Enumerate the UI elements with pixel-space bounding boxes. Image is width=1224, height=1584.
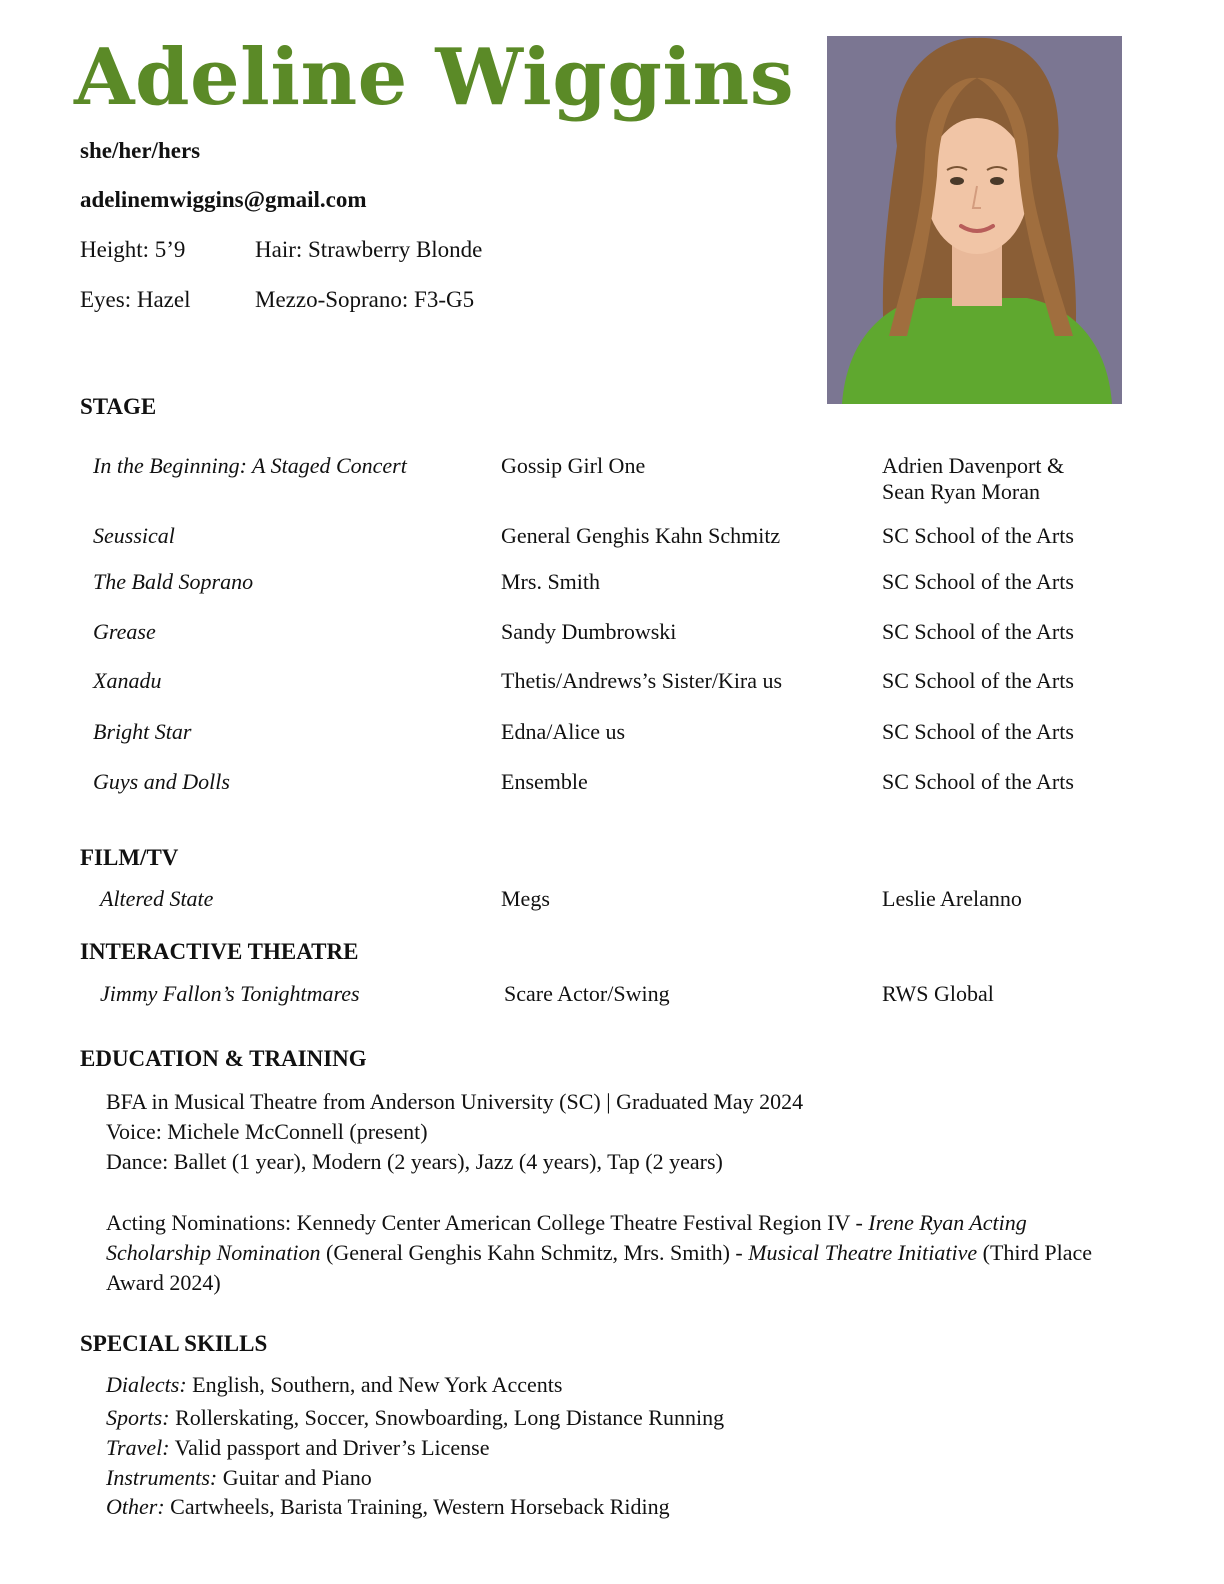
section-heading-film-tv: FILM/TV — [80, 845, 179, 870]
credit-company: SC School of the Arts — [882, 769, 1074, 794]
credit-company: RWS Global — [882, 981, 994, 1006]
section-heading-interactive-theatre: INTERACTIVE THEATRE — [80, 939, 359, 964]
credit-role: Sandy Dumbrowski — [501, 619, 677, 644]
credit-company: SC School of the Arts — [882, 619, 1074, 644]
skill-item — [106, 1435, 490, 1461]
nominations-lead: Acting Nominations: Kennedy Center American College Theatre Festival Region IV - — [106, 1210, 869, 1235]
credit-title: Seussical — [93, 523, 175, 548]
hair-stat: Hair: Strawberry Blonde — [255, 237, 483, 262]
credit-company-line2: Sean Ryan Moran — [882, 479, 1040, 504]
nomination-award-1: Irene Ryan Acting Scholarship Nomination — [106, 1210, 1027, 1265]
skill-label: Sports: — [106, 1405, 170, 1430]
credit-company: Leslie Arelanno — [882, 886, 1022, 911]
actor-name: Adeline Wiggins — [74, 32, 795, 123]
credit-title: Bright Star — [93, 719, 192, 744]
education-list — [106, 1087, 803, 1177]
credit-title: Jimmy Fallon’s Tonightmares — [100, 981, 360, 1006]
skill-item — [106, 1372, 562, 1398]
credit-company: SC School of the Arts — [882, 719, 1074, 744]
credit-role: Thetis/Andrews’s Sister/Kira us — [501, 668, 783, 693]
credit-role: Gossip Girl One — [501, 453, 646, 478]
skill-item — [106, 1494, 670, 1520]
skill-label: Other: — [106, 1494, 165, 1519]
section-heading-special-skills: SPECIAL SKILLS — [80, 1331, 268, 1356]
email-address: adelinemwiggins@gmail.com — [80, 187, 367, 212]
skill-value: English, Southern, and New York Accents — [186, 1372, 563, 1397]
education-line: Voice: Michele McConnell (present) — [106, 1119, 428, 1144]
education-line: BFA in Musical Theatre from Anderson University (SC) | Graduated May 2024 — [106, 1089, 804, 1114]
credit-company: Adrien Davenport & — [882, 453, 1065, 478]
credit-title: Altered State — [100, 886, 214, 911]
pronouns: she/her/hers — [80, 138, 201, 163]
height-stat: Height: 5’9 — [80, 237, 186, 262]
skill-value: Cartwheels, Barista Training, Western Horseback Riding — [164, 1494, 670, 1519]
credit-title: Guys and Dolls — [93, 769, 230, 794]
credit-role: Megs — [501, 886, 550, 911]
skill-value: Valid passport and Driver’s License — [169, 1435, 490, 1460]
skill-label: Travel: — [106, 1435, 170, 1460]
headshot-illustration — [827, 36, 1122, 404]
headshot-photo — [827, 36, 1122, 404]
section-heading-stage: STAGE — [80, 394, 157, 419]
skill-label: Dialects: — [106, 1372, 187, 1397]
voice-stat: Mezzo-Soprano: F3-G5 — [255, 287, 475, 312]
skill-label: Instruments: — [106, 1465, 218, 1490]
skill-value: Guitar and Piano — [217, 1465, 372, 1490]
skill-item — [106, 1405, 724, 1431]
section-heading-education: EDUCATION & TRAINING — [80, 1046, 367, 1071]
credit-company: SC School of the Arts — [882, 523, 1074, 548]
credit-role: Ensemble — [501, 769, 588, 794]
nominations-tail: (Third Place Award 2024) — [106, 1240, 1092, 1295]
acting-nominations — [106, 1208, 1116, 1298]
credit-title: Xanadu — [93, 668, 162, 693]
credit-title: In the Beginning: A Staged Concert — [93, 453, 407, 478]
credit-role: Scare Actor/Swing — [504, 981, 670, 1006]
skill-item — [106, 1465, 372, 1491]
credit-company: SC School of the Arts — [882, 668, 1074, 693]
credit-role: Mrs. Smith — [501, 569, 601, 594]
nominations-mid: (General Genghis Kahn Schmitz, Mrs. Smith) - — [320, 1240, 749, 1265]
credit-role: Edna/Alice us — [501, 719, 626, 744]
credit-title: The Bald Soprano — [93, 569, 254, 594]
education-line: Dance: Ballet (1 year), Modern (2 years), Jazz (4 years), Tap (2 years) — [106, 1149, 723, 1174]
eyes-stat: Eyes: Hazel — [80, 287, 191, 312]
credit-role: General Genghis Kahn Schmitz — [501, 523, 781, 548]
skill-value: Rollerskating, Soccer, Snowboarding, Long Distance Running — [169, 1405, 725, 1430]
credit-title: Grease — [93, 619, 156, 644]
credit-company: SC School of the Arts — [882, 569, 1074, 594]
nomination-award-2: Musical Theatre Initiative — [748, 1240, 978, 1265]
